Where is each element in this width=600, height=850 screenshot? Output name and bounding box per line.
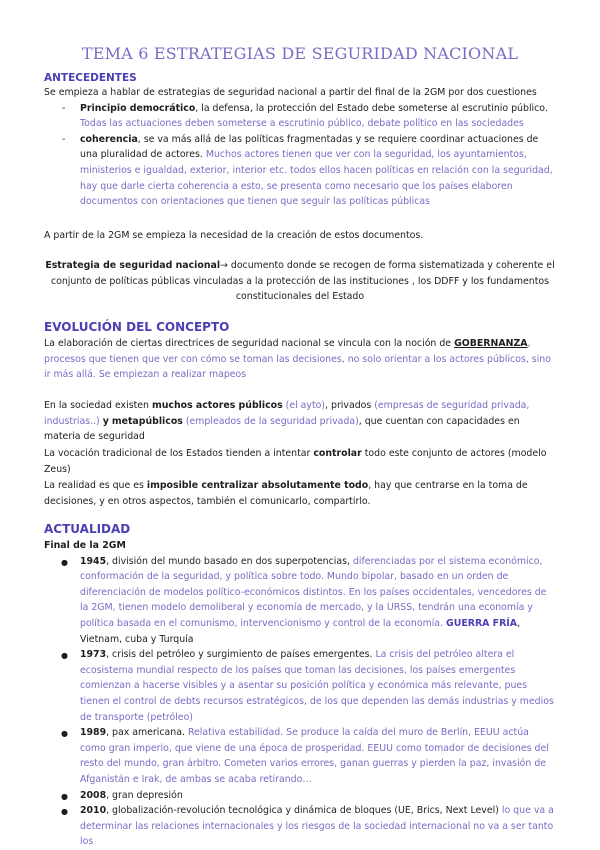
antecedentes-intro: Se empieza a hablar de estrategias de seguridad nacional a partir del final de la 2GM por dos cuestiones [44, 87, 537, 98]
item-bold: Principio democrático [80, 102, 196, 114]
item-note: Todas las actuaciones deben someterse a escrutinio público, debate político en las sociedades [80, 118, 524, 130]
item-year: 2010 [80, 805, 107, 817]
item-note: lo que va a determinar las relaciones internacionales y los riesgos de la sociedad internacional no va a ser tanto los [80, 805, 554, 848]
definition-paragraph [44, 258, 556, 305]
bullet-icon: ● [61, 807, 68, 817]
text: , hay que centrarse en la toma de decisiones, y en otros aspectos, también el comunicarlo, compartirlo. [44, 480, 528, 507]
bold-text: imposible centralizar absolutamente todo [146, 480, 369, 491]
text: La realidad es que es [44, 480, 147, 491]
section-actualidad [44, 522, 556, 850]
text: , privados [325, 400, 375, 411]
list-item [44, 554, 556, 648]
paragraph-note: , procesos que tienen que ver con cómo se toman las decisiones, no solo orientar a los actores públicos, sino ir más allá. Se empiezan a realizar mapeos [44, 338, 551, 381]
item-text: , Vietnam, cuba y Turquía [80, 617, 521, 645]
bold-text: metapúblicos [111, 415, 183, 427]
paragraph [44, 398, 556, 445]
text: En la sociedad existen [44, 400, 152, 411]
item-text: , división del mundo basado en dos superpotencias, [106, 555, 353, 567]
bold-text: muchos actores públicos [151, 400, 283, 411]
dash-bullet: - [62, 102, 66, 114]
section-heading-evolucion: EVOLUCIÓN DEL CONCEPTO [44, 320, 230, 334]
item-text: , la defensa, la protección del Estado debe someterse al escrutinio público. [195, 102, 548, 114]
page-title: TEMA 6 ESTRATEGIAS DE SEGURIDAD NACIONAL [81, 44, 519, 63]
definition-term: Estrategia de seguridad nacional [45, 260, 221, 271]
item-text: , pax americana. [106, 727, 188, 739]
item-bold: coherencia [80, 133, 138, 145]
item-note: Muchos actores tienen que ver con la seguridad, los ayuntamientos, ministerios e igualdad, exterior, interior etc. todos ellos hacen políticas en relación con la seguridad, hay que darle cierta coherencia a esto, se presenta como necesario que los países elaboren documentos con orientaciones que tienen que seguir las políticas públicas [80, 149, 553, 208]
bullet-icon: ● [61, 729, 68, 739]
text: , que cuentan con capacidades en materia de seguridad [44, 415, 520, 443]
section-evolucion [44, 320, 556, 383]
list-item [44, 132, 556, 210]
bold-text: y [102, 415, 109, 427]
paragraph [44, 446, 556, 477]
subheading: Final de la 2GM [44, 540, 126, 551]
bullet-icon: ● [61, 651, 68, 661]
section-heading-antecedentes: ANTECEDENTES [44, 72, 137, 84]
paragraph [44, 478, 556, 509]
keyword-gobernanza: GOBERNANZA [454, 338, 528, 349]
list-item [44, 788, 556, 804]
item-year: 2008 [80, 789, 107, 801]
paragraph-text: La elaboración de ciertas directrices de seguridad nacional se vincula con la noción de [44, 338, 455, 349]
text: todo este conjunto de actores (modelo Zeus) [44, 448, 547, 475]
list-item [44, 803, 556, 850]
item-year: 1945 [80, 555, 107, 567]
bullet-icon: ● [61, 557, 68, 567]
item-year: 1989 [80, 727, 107, 739]
definition-text: → documento donde se recogen de forma sistematizada y coherente el conjunto de políticas públicas vinculadas a la protección de las instituciones , los DDFF y los fundamentos constitucionales del Estado [50, 260, 555, 303]
item-note: La crisis del petróleo altera el ecosistema mundial respecto de los países que toman las decisiones, los países emergentes comienzan a hacerse visibles y a asentar su posición política y económica más relevante, pues tienen el control de debts recursos estratégicos, de los que dependen las demás industrias y medios de transporte (petróleo) [80, 649, 554, 723]
list-item [44, 647, 556, 725]
paragraph [44, 336, 556, 383]
bullet-icon: ● [61, 791, 68, 801]
item-note: diferenciadas por el sistema económico, conformación de la seguridad, y política sobre todo. Mundo bipolar, basado en un orden de diferenciación de modelos político-económicos distintos. En los países occidentales, vencedores de la 2GM, tienen modelo demoliberal y economía de mercado, y la URSS, tendrán una economía y política basada en el comunismo, intervencionismo y control de la economía. [80, 555, 547, 629]
text: La vocación tradicional de los Estados tienden a intentar [44, 448, 314, 459]
item-keyword: GUERRA FRÍA [446, 617, 518, 629]
item-year: 1973 [80, 649, 107, 661]
paragraph: A partir de la 2GM se empieza la necesidad de la creación de estos documentos. [44, 230, 424, 241]
item-text: , globalización-revolución tecnológica y dinámica de bloques (UE, Brics, Next Level) [106, 805, 502, 817]
note: (empresas de seguridad privada, industrias..) [44, 400, 530, 427]
note: (empleados de la seguridad privada) [185, 415, 359, 427]
section-antecedentes [44, 72, 556, 210]
bold-text: controlar [313, 448, 362, 459]
item-note: Relativa estabilidad. Se produce la caída del muro de Berlín, EEUU actúa como gran imperio, que viene de una época de prosperidad. EEUU como tomador de decisiones del resto del mundo, gran árbitro. Cometen varios errores, ganan guerras y pierden la paz, invasión de Afganistán e Irak, de ambas se acaba retirando… [80, 727, 549, 785]
list-item [44, 101, 556, 132]
item-text: , gran depresión [106, 789, 183, 801]
section-heading-actualidad: ACTUALIDAD [44, 522, 131, 536]
note: (el ayto) [285, 400, 326, 411]
dash-bullet: - [62, 133, 66, 145]
list-item [44, 725, 556, 787]
item-text: , se va más allá de las políticas fragmentadas y se requiere coordinar actuaciones de una pluralidad de actores. [80, 133, 539, 161]
item-text: , crisis del petróleo y surgimiento de países emergentes. [106, 649, 376, 661]
